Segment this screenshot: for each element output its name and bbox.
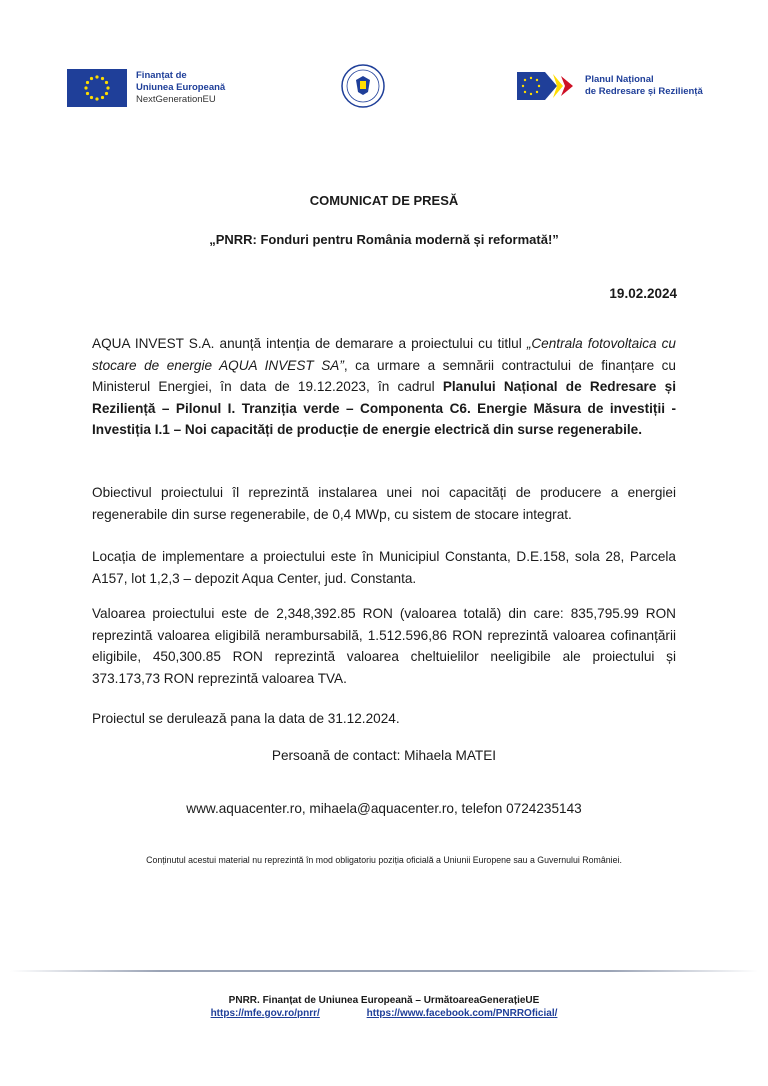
contact-details: www.aquacenter.ro, mihaela@aquacenter.ro, telefon 0724235143 [186, 801, 582, 816]
disclaimer: Conținutul acestui material nu reprezintă în mod obligatoriu poziția oficială a Uniunii Europene sau a Guvernului României. [146, 855, 622, 865]
page-subtitle: „PNRR: Fonduri pentru România modernă și reformată!” [209, 232, 559, 247]
page-title: COMUNICAT DE PRESĂ [309, 193, 459, 208]
intro-text-a: AQUA INVEST S.A. anunță intenția de demarare a proiectului cu titlul [92, 336, 527, 351]
objective-paragraph: Obiectivul proiectului îl reprezintă instalarea unei noi capacități de producere a energiei regenerabile din surse regenerabile, de 0,4 MWp, cu sistem de stocare integrat. [92, 485, 676, 522]
project-title: „Centrala fotovoltaica cu stocare de energie AQUA INVEST SA” [92, 336, 676, 373]
eu-logo-text [136, 70, 225, 106]
pnrr-flag-icon [517, 70, 579, 102]
eu-logo-line1: Finanțat de [136, 70, 187, 81]
deadline-paragraph: Proiectul se derulează pana la data de 31.12.2024. [92, 711, 400, 726]
eu-logo-line3: NextGenerationEU [136, 94, 216, 105]
program-reference: Planului Național de Redresare și Reziliență – Pilonul I. Tranziția verde – Componenta C6. Energie Măsura de investiții - Investiția I.1 – Noi capacități de producție de energie electrică din surse regenerabile. [92, 379, 676, 437]
intro-text-c: , ca urmare a semnării contractului de finanțare cu Ministerul Energiei, în data de 19.12.2023, în cadrul [92, 357, 676, 394]
government-seal-icon [341, 64, 385, 108]
pnrr-logo-line2: de Redresare și Reziliență [585, 86, 703, 97]
pnrr-logo-text [585, 74, 703, 98]
footer-link-facebook[interactable]: https://www.facebook.com/PNRROficial/ [366, 1008, 558, 1019]
value-paragraph: Valoarea proiectului este de 2,348,392.85 RON (valoarea totală) din care: 835,795.99 RON reprezintă valoarea eligibilă nerambursabilă, 1.512.596,86 RON reprezintă valoarea cofinanțării eligibile, 450,300.85 RON reprezintă valoarea cheltuielilor neeligibile ale proiectului și 373.173,73 RON reprezintă valoarea TVA. [92, 606, 676, 686]
contact-person: Persoană de contact: Mihaela MATEI [271, 748, 497, 763]
pnrr-logo-line1: Planul Național [585, 74, 654, 85]
footer-divider [10, 970, 758, 972]
footer-links [0, 1008, 768, 1019]
eu-logo-line2: Uniunea Europeană [136, 82, 226, 93]
intro-paragraph [92, 333, 676, 441]
footer-text: PNRR. Finanțat de Uniunea Europeană – UrmătoareaGenerațieUE [228, 995, 540, 1006]
location-paragraph: Locația de implementare a proiectului este în Municipiul Constanta, D.E.158, sola 28, Parcela A157, lot 1,2,3 – depozit Aqua Center, jud. Constanta. [92, 549, 676, 586]
eu-funding-logo [67, 69, 225, 107]
pnrr-logo [517, 70, 703, 102]
footer-link-mfe[interactable]: https://mfe.gov.ro/pnrr/ [210, 1008, 320, 1019]
press-date: 19.02.2024 [609, 286, 677, 301]
eu-flag-icon [67, 69, 127, 107]
